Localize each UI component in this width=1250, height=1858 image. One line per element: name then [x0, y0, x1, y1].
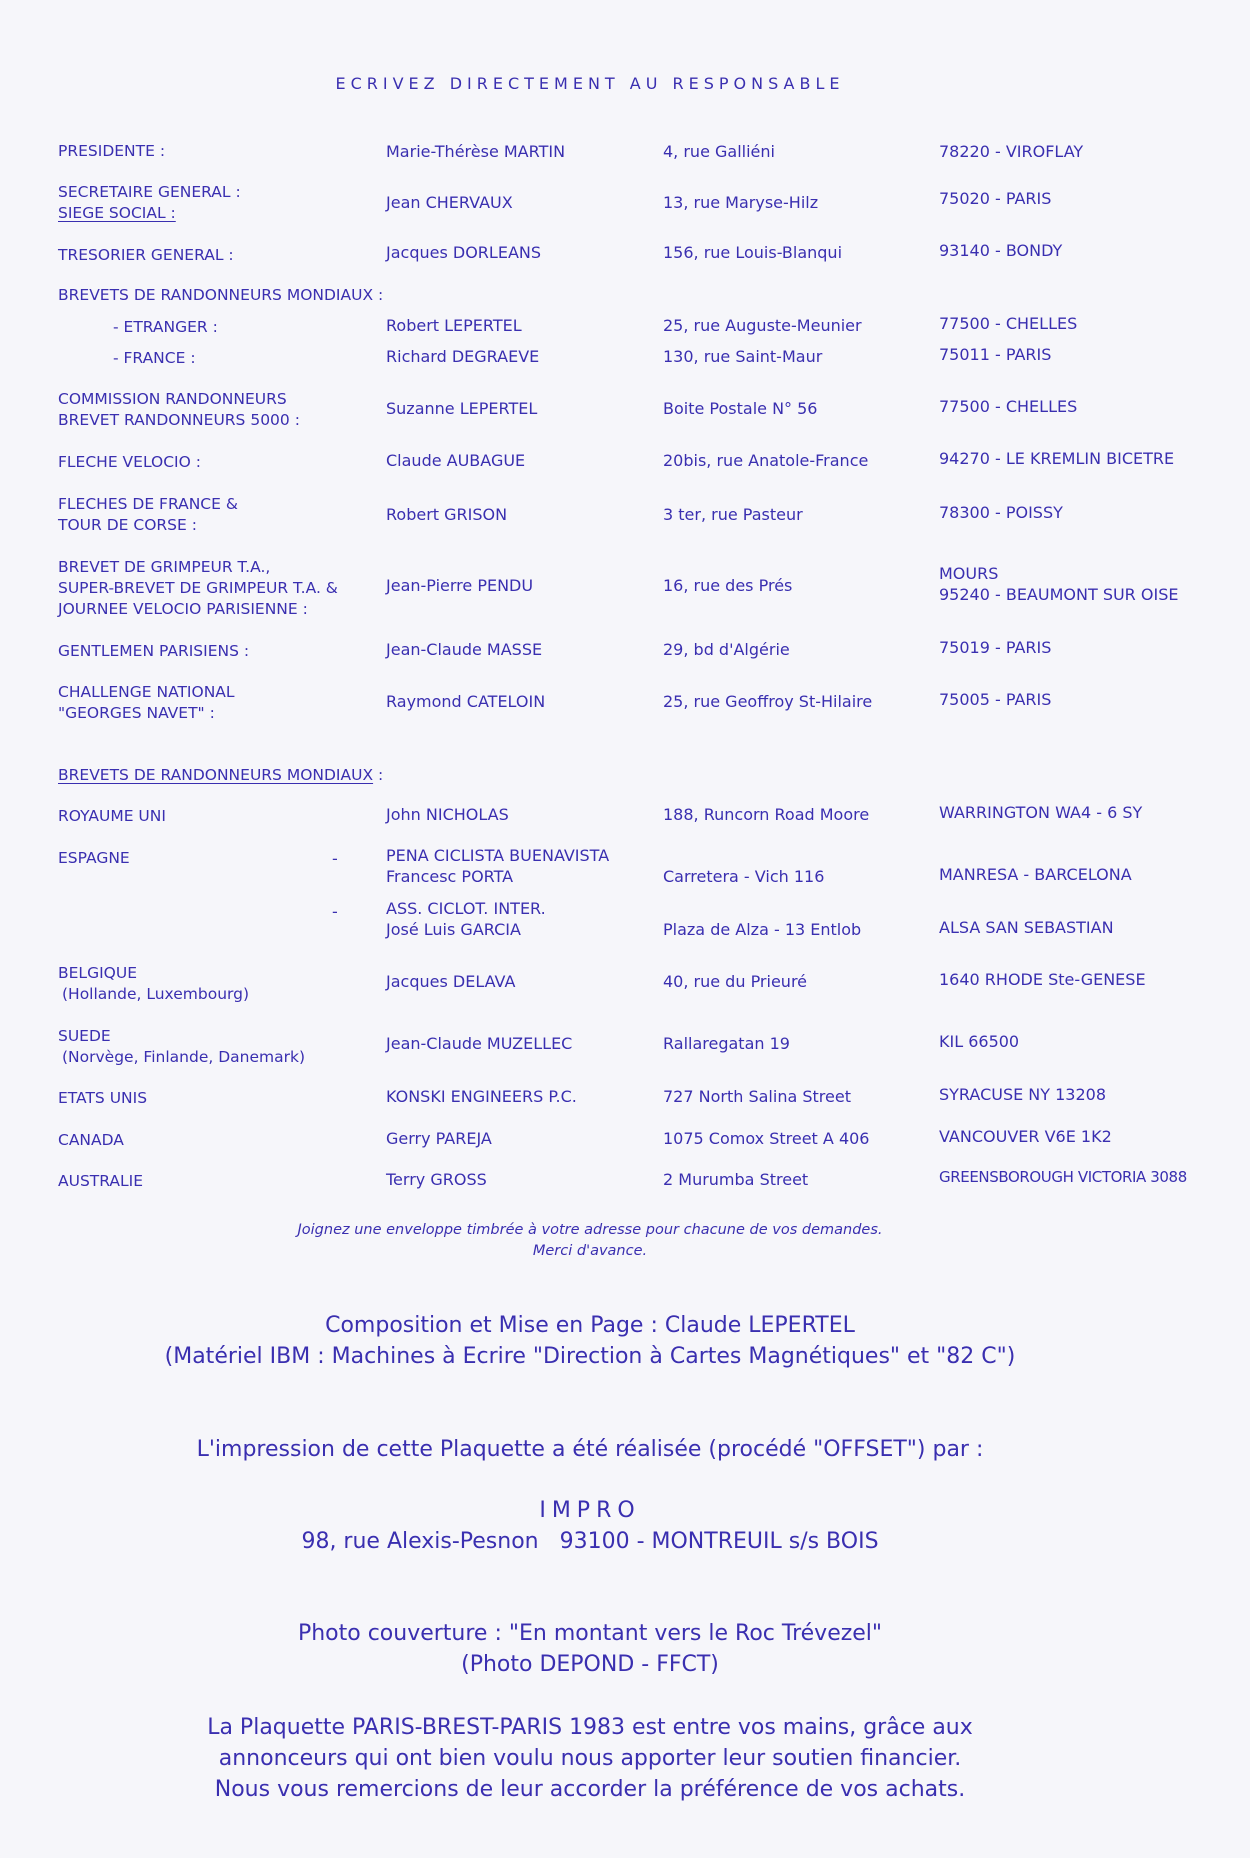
thanks-line: annonceurs qui ont bien voulu nous apporter leur soutien financier. — [218, 1746, 962, 1771]
contact-name: Jean-Claude MUZELLEC — [386, 1034, 573, 1053]
printer-name: IMPRO — [539, 1498, 641, 1523]
contact-name: Raymond CATELOIN — [386, 692, 546, 711]
contact-address: 25, rue Auguste-Meunier — [663, 316, 862, 335]
contact-address: 20bis, rue Anatole-France — [663, 451, 869, 470]
printer-block — [0, 1495, 1180, 1557]
role-label: COMMISSION RANDONNEURS — [58, 390, 287, 408]
composition-credit — [0, 1310, 1180, 1372]
contact-city: VANCOUVER V6E 1K2 — [939, 1127, 1112, 1146]
country-note: (Norvège, Finlande, Danemark) — [62, 1048, 305, 1066]
role-label: FLECHES DE FRANCE & — [58, 495, 238, 513]
contact-address: 3 ter, rue Pasteur — [663, 505, 803, 524]
contact-name: Marie-Thérèse MARTIN — [386, 142, 566, 161]
contact-city: SYRACUSE NY 13208 — [939, 1085, 1107, 1104]
role-label: SECRETAIRE GENERAL : — [58, 183, 241, 201]
printing-line: L'impression de cette Plaquette a été réalisée (procédé "OFFSET") par : — [196, 1437, 984, 1462]
contact-name: Francesc PORTA — [386, 867, 514, 886]
envelope-notice — [0, 1220, 1180, 1262]
role-label-secondary: SUPER-BREVET DE GRIMPEUR T.A. & — [58, 579, 338, 597]
contact-address: 25, rue Geoffroy St-Hilaire — [663, 692, 873, 711]
contact-city: 75011 - PARIS — [939, 345, 1052, 364]
role-label-secondary: "GEORGES NAVET" : — [58, 704, 215, 722]
composition-line: Composition et Mise en Page : Claude LEPERTEL — [325, 1313, 855, 1338]
contact-address: 188, Runcorn Road Moore — [663, 805, 870, 824]
contact-city: KIL 66500 — [939, 1032, 1020, 1051]
contact-address: 40, rue du Prieuré — [663, 972, 808, 991]
role-label: PRESIDENTE : — [58, 142, 166, 160]
contact-name: Claude AUBAGUE — [386, 451, 526, 470]
composition-line: (Matériel IBM : Machines à Ecrire "Direction à Cartes Magnétiques" et "82 C") — [164, 1344, 1016, 1369]
contact-name: Jean CHERVAUX — [386, 193, 513, 212]
photo-line: (Photo DEPOND - FFCT) — [461, 1652, 719, 1677]
country-label: BELGIQUE — [58, 964, 137, 982]
country-label: CANADA — [58, 1131, 124, 1149]
contact-name: Richard DEGRAEVE — [386, 347, 540, 366]
contact-name: Jacques DELAVA — [386, 972, 516, 991]
contact-address: 156, rue Louis-Blanqui — [663, 243, 843, 262]
contact-city: GREENSBOROUGH VICTORIA 3088 — [939, 1168, 1187, 1186]
contact-address: 13, rue Maryse-Hilz — [663, 193, 819, 212]
contact-address: Carretera - Vich 116 — [663, 867, 825, 886]
contact-city: 94270 - LE KREMLIN BICETRE — [939, 449, 1175, 468]
contact-address: Boite Postale N° 56 — [663, 399, 818, 418]
contact-city: 75005 - PARIS — [939, 690, 1052, 709]
thanks-line: La Plaquette PARIS-BREST-PARIS 1983 est entre vos mains, grâce aux — [207, 1715, 973, 1740]
contact-city: 75019 - PARIS — [939, 638, 1052, 657]
country-label: ESPAGNE — [58, 849, 130, 867]
country-label: SUEDE — [58, 1027, 111, 1045]
contact-name: Jean-Pierre PENDU — [386, 576, 534, 595]
contact-city: 1640 RHODE Ste-GENESE — [939, 970, 1146, 989]
contact-city: 93140 - BONDY — [939, 241, 1063, 260]
role-label-secondary: TOUR DE CORSE : — [58, 516, 197, 534]
country-note: (Hollande, Luxembourg) — [62, 985, 249, 1003]
contact-city: 78220 - VIROFLAY — [939, 142, 1084, 161]
notice-line: Merci d'avance. — [532, 1243, 648, 1259]
contact-org: PENA CICLISTA BUENAVISTA — [386, 846, 610, 865]
role-label-tertiary: JOURNEE VELOCIO PARISIENNE : — [58, 600, 308, 618]
contact-city-secondary: 95240 - BEAUMONT SUR OISE — [939, 585, 1179, 604]
contact-name: Jean-Claude MASSE — [386, 640, 543, 659]
dash-mark: - — [332, 849, 338, 868]
role-label-secondary: BREVET RANDONNEURS 5000 : — [58, 411, 300, 429]
contact-address: 4, rue Galliéni — [663, 142, 775, 161]
contact-address: 29, bd d'Algérie — [663, 640, 790, 659]
role-label: - FRANCE : — [113, 349, 196, 367]
role-label: TRESORIER GENERAL : — [58, 246, 234, 264]
thanks-line: Nous vous remercions de leur accorder la préférence de vos achats. — [214, 1777, 966, 1802]
contact-city: 75020 - PARIS — [939, 189, 1052, 208]
role-label: CHALLENGE NATIONAL — [58, 683, 235, 701]
contact-name: Suzanne LEPERTEL — [386, 399, 538, 418]
role-label: - ETRANGER : — [113, 318, 218, 336]
section-label: BREVETS DE RANDONNEURS MONDIAUX : — [58, 286, 384, 304]
photo-credit — [0, 1618, 1180, 1680]
world-heading: BREVETS DE RANDONNEURS MONDIAUX — [58, 766, 374, 784]
contact-city: MOURS — [939, 564, 999, 583]
notice-line: Joignez une enveloppe timbrée à votre adresse pour chacune de vos demandes. — [297, 1222, 883, 1238]
country-label: ROYAUME UNI — [58, 807, 166, 825]
contact-city: ALSA SAN SEBASTIAN — [939, 918, 1114, 937]
dash-mark: - — [332, 902, 338, 921]
contact-city: 78300 - POISSY — [939, 503, 1063, 522]
role-label: GENTLEMEN PARISIENS : — [58, 642, 250, 660]
country-label: AUSTRALIE — [58, 1172, 144, 1190]
contact-name: Jacques DORLEANS — [386, 243, 542, 262]
contact-city: 77500 - CHELLES — [939, 314, 1078, 333]
role-label: FLECHE VELOCIO : — [58, 453, 201, 471]
contact-name: Robert LEPERTEL — [386, 316, 522, 335]
role-label-secondary: SIEGE SOCIAL : — [58, 204, 176, 222]
contact-address: 130, rue Saint-Maur — [663, 347, 823, 366]
contact-city: WARRINGTON WA4 - 6 SY — [939, 803, 1143, 822]
role-label: BREVET DE GRIMPEUR T.A., — [58, 558, 271, 576]
contact-name: Robert GRISON — [386, 505, 508, 524]
contact-address: 727 North Salina Street — [663, 1087, 851, 1106]
world-heading-colon: : — [378, 766, 384, 784]
contact-address: Plaza de Alza - 13 Entlob — [663, 920, 862, 939]
printing-credit — [0, 1434, 1180, 1465]
contact-name: Terry GROSS — [386, 1170, 487, 1189]
printer-address: 98, rue Alexis-Pesnon 93100 - MONTREUIL s/s BOIS — [301, 1529, 879, 1554]
contact-name: José Luis GARCIA — [386, 920, 521, 939]
contact-name: Gerry PAREJA — [386, 1129, 492, 1148]
country-label: ETATS UNIS — [58, 1089, 148, 1107]
contact-address: 1075 Comox Street A 406 — [663, 1129, 870, 1148]
contact-address: 2 Murumba Street — [663, 1170, 809, 1189]
page-heading: ECRIVEZ DIRECTEMENT AU RESPONSABLE — [335, 74, 845, 93]
contact-city: MANRESA - BARCELONA — [939, 865, 1132, 884]
contact-address: 16, rue des Prés — [663, 576, 793, 595]
thanks-block — [0, 1712, 1180, 1805]
contact-org: ASS. CICLOT. INTER. — [386, 899, 546, 918]
contact-address: Rallaregatan 19 — [663, 1034, 790, 1053]
contact-city: 77500 - CHELLES — [939, 397, 1078, 416]
photo-line: Photo couverture : "En montant vers le Roc Trévezel" — [297, 1621, 883, 1646]
contact-name: KONSKI ENGINEERS P.C. — [386, 1087, 577, 1106]
contact-name: John NICHOLAS — [386, 805, 509, 824]
